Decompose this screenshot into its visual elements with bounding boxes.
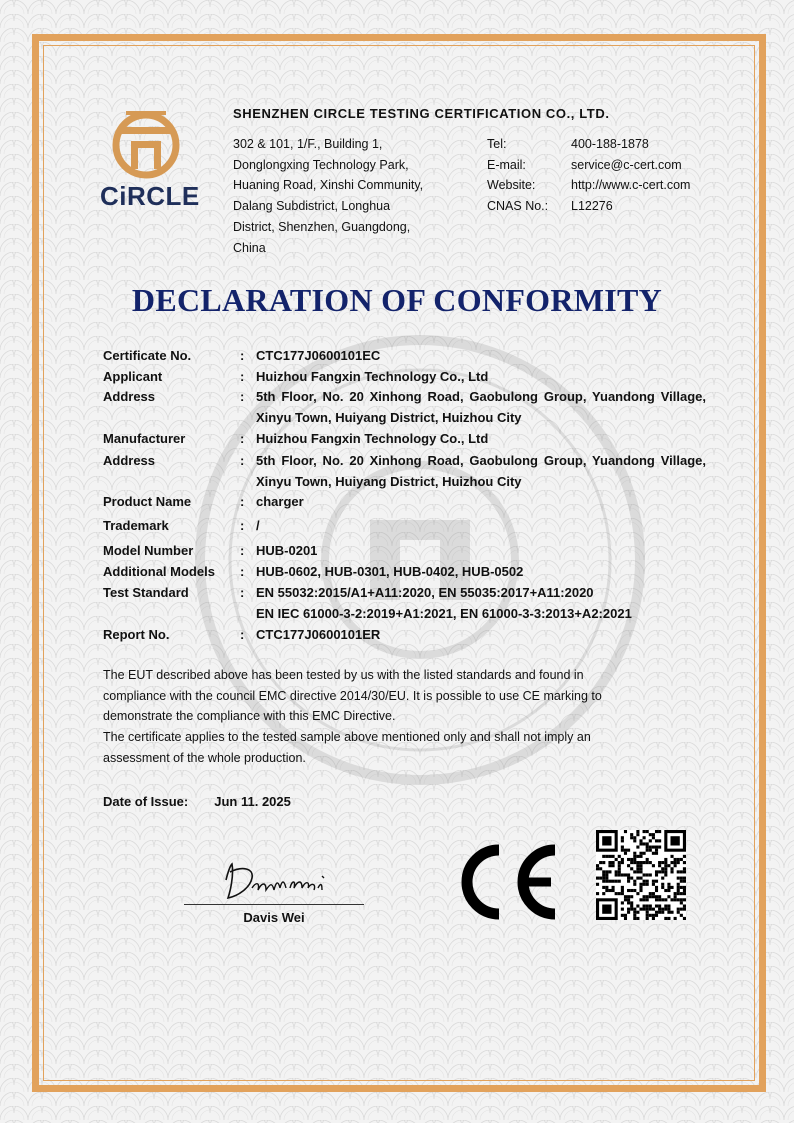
contact-tel: Tel: 400-188-1878 <box>487 137 649 151</box>
address-line: Huaning Road, Xinshi Community, <box>233 178 424 193</box>
field-test-standard: Test Standard : EN 55032:2015/A1+A11:2020, EN 55035:2017+A11:2020 <box>103 585 594 600</box>
body-line: The EUT described above has been tested by us with the listed standards and found in <box>103 668 584 682</box>
field-applicant-address: Address : 5th Floor, No. 20 Xinhong Road, Gaobulong Group, Yuandong Village, Xinyu Town, Huiyang District, Huizhou City <box>103 389 706 425</box>
signature-line <box>184 904 364 905</box>
date-value: Jun 11. 2025 <box>214 794 291 809</box>
company-name: SHENZHEN CIRCLE TESTING CERTIFICATION CO., LTD. <box>233 106 610 121</box>
body-line: compliance with the council EMC directive 2014/30/EU. It is possible to use CE marking to <box>103 688 602 703</box>
address-line: District, Shenzhen, Guangdong, <box>233 219 411 234</box>
document-title: DECLARATION OF CONFORMITY <box>131 282 663 318</box>
field-report-no: Report No. : CTC177J0600101ER <box>103 627 381 642</box>
address-line: Dalang Subdistrict, Longhua <box>233 199 391 214</box>
body-line: demonstrate the compliance with this EMC Directive. <box>103 709 396 724</box>
signer-name: Davis Wei <box>243 910 305 925</box>
body-line: assessment of the whole production. <box>103 750 306 765</box>
field-additional-models: Additional Models : HUB-0602, HUB-0301, HUB-0402, HUB-0502 <box>103 564 524 579</box>
declaration-text <box>103 665 683 769</box>
field-model-number: Model Number : HUB-0201 <box>103 543 318 558</box>
company-contacts <box>487 134 690 217</box>
address-line: China <box>233 240 266 255</box>
date-label: Date of Issue: <box>103 794 189 809</box>
contact-email: E-mail: service@c-cert.com <box>487 157 682 172</box>
date-of-issue <box>103 794 291 809</box>
company-address <box>233 134 463 258</box>
signature-icon <box>218 858 338 902</box>
field-trademark: Trademark : / <box>103 518 260 533</box>
field-applicant: Applicant : Huizhou Fangxin Technology Co., Ltd <box>103 369 489 384</box>
contact-cnas: CNAS No.: L12276 <box>487 199 613 214</box>
ce-mark-icon <box>451 842 561 922</box>
field-test-standard-cont: EN IEC 61000-3-2:2019+A1:2021, EN 61000-3-3:2013+A2:2021 <box>256 606 632 621</box>
address-line: 302 & 101, 1/F., Building 1, <box>233 137 383 151</box>
address-line: Donglongxing Technology Park, <box>233 157 409 172</box>
logo-wordmark: CiRCLE <box>100 181 200 211</box>
field-product-name: Product Name : charger <box>103 494 304 509</box>
field-certificate-no: Certificate No. : CTC177J0600101EC <box>103 348 381 363</box>
contact-website: Website: http://www.c-cert.com <box>487 178 691 193</box>
body-line: The certificate applies to the tested sample above mentioned only and shall not imply an <box>103 730 591 745</box>
field-manufacturer: Manufacturer : Huizhou Fangxin Technology Co., Ltd <box>103 431 489 446</box>
qr-code-icon <box>596 830 686 920</box>
field-manufacturer-address: Address : 5th Floor, No. 20 Xinhong Road, Gaobulong Group, Yuandong Village, Xinyu Town, Huiyang District, Huizhou City <box>103 453 706 489</box>
